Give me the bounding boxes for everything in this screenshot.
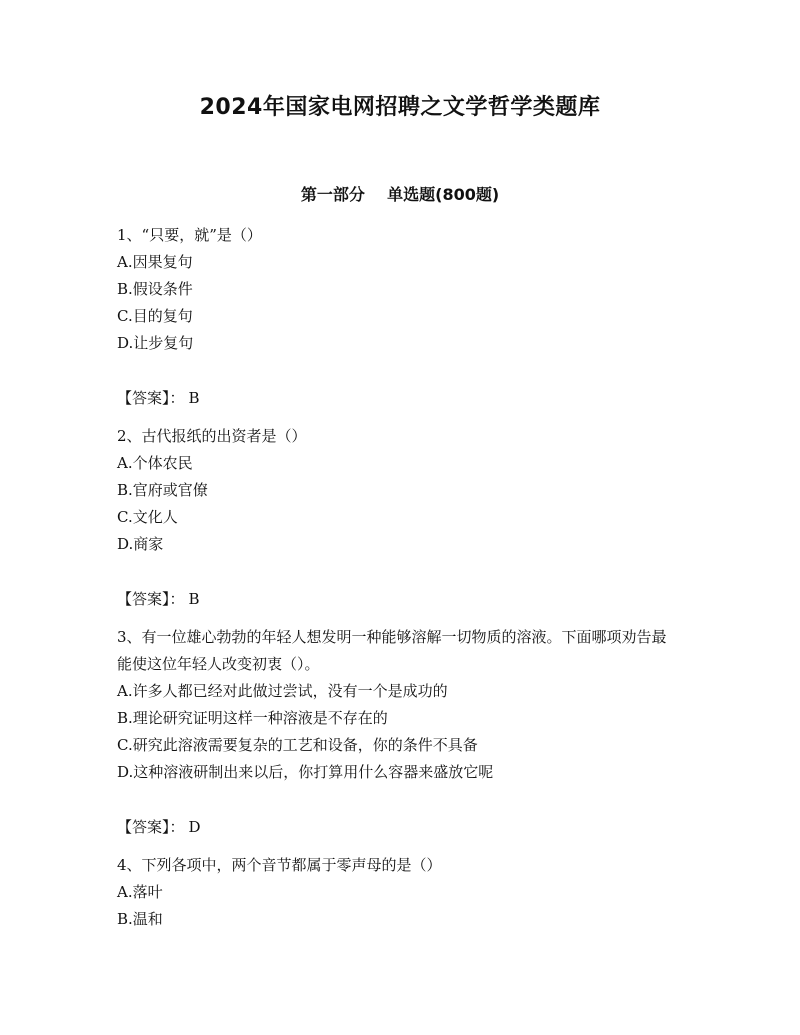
question-1 bbox=[117, 222, 687, 412]
option-b: B.理论研究证明这样一种溶液是不存在的 bbox=[117, 709, 388, 727]
answer-line bbox=[117, 814, 687, 841]
question-3 bbox=[117, 624, 687, 841]
option-b: B.官府或官僚 bbox=[117, 481, 208, 499]
option-c: C.研究此溶液需要复杂的工艺和设备，你的条件不具备 bbox=[117, 736, 478, 754]
answer-label: 【答案】： bbox=[117, 590, 185, 608]
option-a: A.许多人都已经对此做过尝试，没有一个是成功的 bbox=[117, 682, 448, 700]
question-2 bbox=[117, 423, 687, 613]
option-a: A.个体农民 bbox=[117, 454, 193, 472]
option-c: C.文化人 bbox=[117, 508, 178, 526]
document-title: 2024年国家电网招聘之文学哲学类题库 bbox=[199, 95, 601, 120]
answer-label: 【答案】： bbox=[117, 389, 185, 407]
answer-value: B bbox=[188, 590, 200, 608]
question-list bbox=[117, 222, 687, 933]
option-a: A.因果复句 bbox=[117, 253, 193, 271]
answer-label: 【答案】： bbox=[117, 818, 185, 836]
answer-value: D bbox=[188, 818, 201, 836]
option-b: B.温和 bbox=[117, 910, 163, 928]
question-stem: 2、古代报纸的出资者是（） bbox=[117, 427, 307, 445]
option-c: C.目的复句 bbox=[117, 307, 193, 325]
answer-line bbox=[117, 385, 687, 412]
question-4 bbox=[117, 852, 687, 933]
option-d: D.商家 bbox=[117, 535, 164, 553]
option-d: D.让步复句 bbox=[117, 334, 194, 352]
answer-value: B bbox=[188, 389, 200, 407]
option-d: D.这种溶液研制出来以后，你打算用什么容器来盛放它呢 bbox=[117, 763, 494, 781]
question-stem: 1、“只要，就”是（） bbox=[117, 226, 262, 244]
answer-line bbox=[117, 586, 687, 613]
option-b: B.假设条件 bbox=[117, 280, 193, 298]
section-title: 第一部分 单选题(800题) bbox=[300, 185, 500, 204]
question-stem: 3、有一位雄心勃勃的年轻人想发明一种能够溶解一切物质的溶液。下面哪项劝告最能使这位年轻人改变初衷（）。 bbox=[117, 628, 667, 673]
question-stem: 4、下列各项中，两个音节都属于零声母的是（） bbox=[117, 856, 442, 874]
option-a: A.落叶 bbox=[117, 883, 163, 901]
